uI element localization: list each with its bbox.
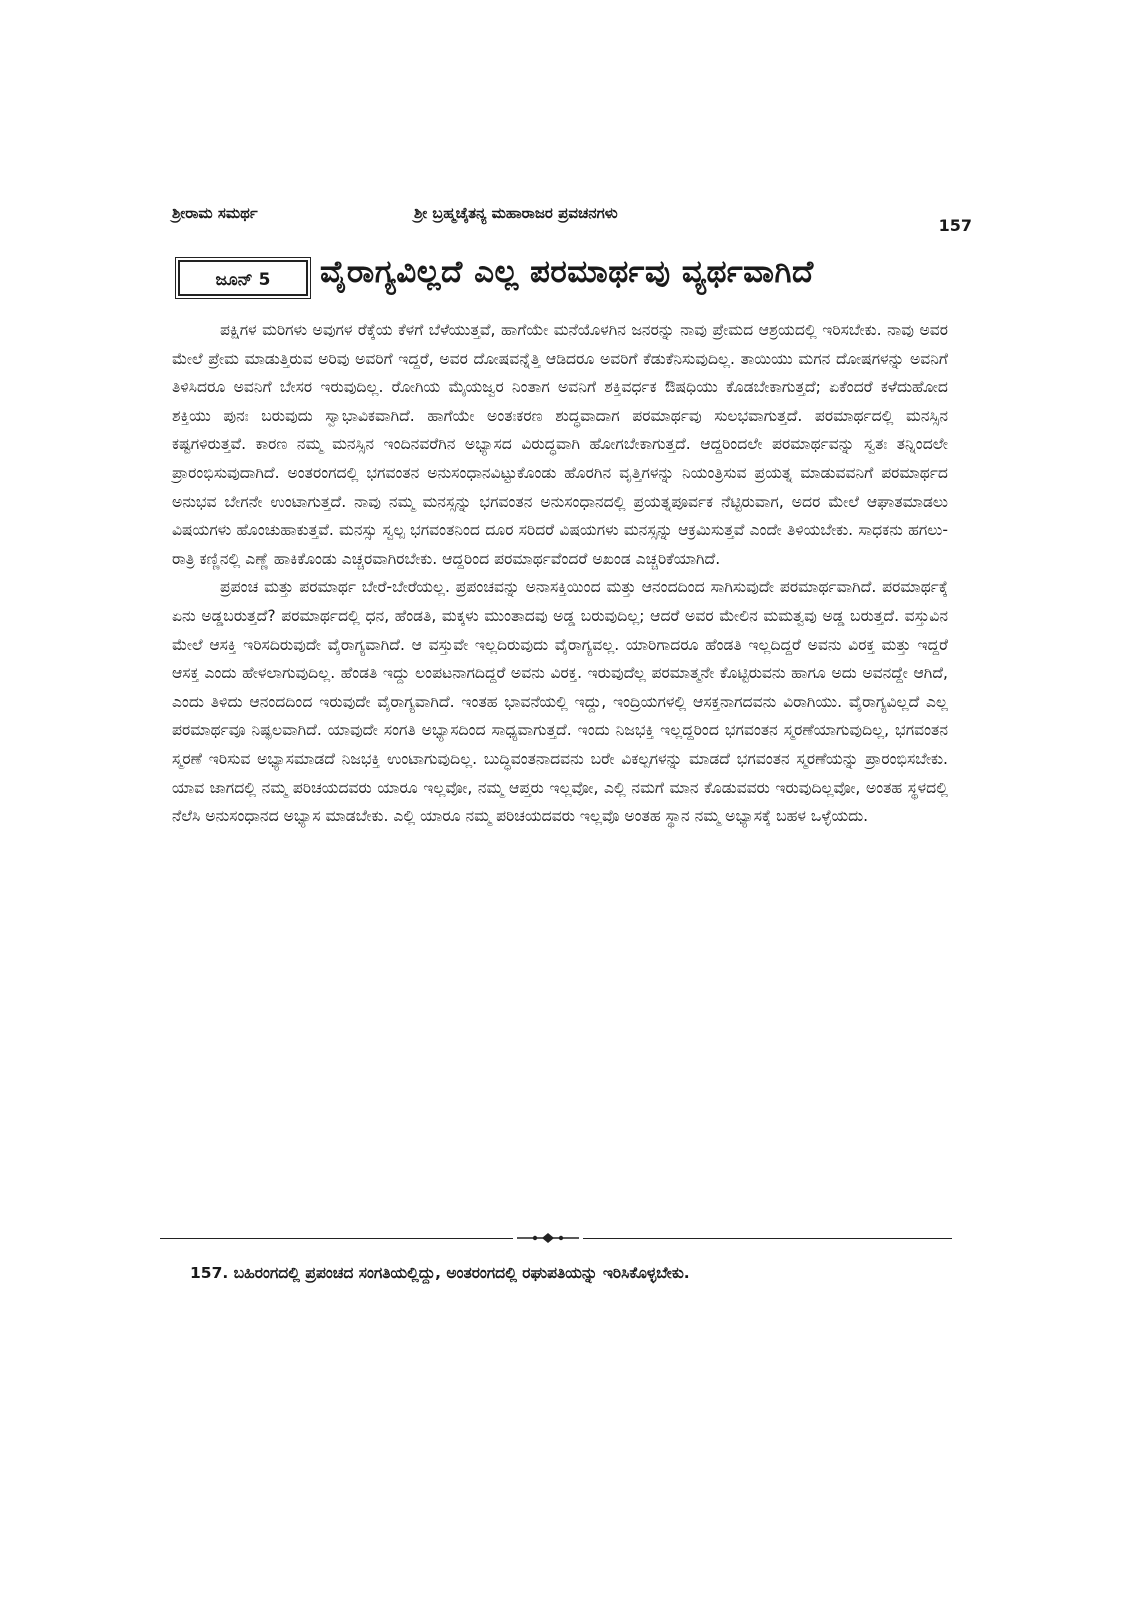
page-number: 157 <box>938 216 972 235</box>
paragraph: ಪ್ರಪಂಚ ಮತ್ತು ಪರಮಾರ್ಥ ಬೇರೆ-ಬೇರೆಯಲ್ಲ. ಪ್ರಪಂಚವನ್ನು ಅನಾಸಕ್ತಿಯಿಂದ ಮತ್ತು ಆನಂದದಿಂದ ಸಾಗಿಸುವುದೇ ಪರಮಾರ್ಥವಾಗಿದೆ. ಪರಮಾರ್ಥಕ್ಕೆ ಏನು ಅಡ್ಡಬರುತ್ತದೆ? ಪರಮಾರ್ಥದಲ್ಲಿ ಧನ, ಹೆಂಡತಿ, ಮಕ್ಕಳು ಮುಂತಾದವು ಅಡ್ಡ ಬರುವುದಿಲ್ಲ; ಆದರೆ ಅವರ ಮೇಲಿನ ಮಮತ್ವವು ಅಡ್ಡ ಬರುತ್ತದೆ. ವಸ್ತುವಿನ ಮೇಲೆ ಆಸಕ್ತಿ ಇರಿಸದಿರುವುದೇ ವೈರಾಗ್ಯವಾಗಿದೆ. ಆ ವಸ್ತುವೇ ಇಲ್ಲದಿರುವುದು ವೈರಾಗ್ಯವಲ್ಲ. ಯಾರಿಗಾದರೂ ಹೆಂಡತಿ ಇಲ್ಲದಿದ್ದರೆ ಅವನು ವಿರಕ್ತ ಮತ್ತು ಇದ್ದರೆ ಆಸಕ್ತ ಎಂದು ಹೇಳಲಾಗುವುದಿಲ್ಲ. ಹೆಂಡತಿ ಇದ್ದು ಲಂಪಟನಾಗದಿದ್ದರೆ ಅವನು ವಿರಕ್ತ. ಇರುವುದೆಲ್ಲ ಪರಮಾತ್ಮನೇ ಕೊಟ್ಟಿರುವನು ಹಾಗೂ ಅದು ಅವನದ್ದೇ ಆಗಿದೆ, ಎಂದು ತಿಳಿದು ಆನಂದದಿಂದ ಇರುವುದೇ ವೈರಾಗ್ಯವಾಗಿದೆ. ಇಂತಹ ಭಾವನೆಯಲ್ಲಿ ಇದ್ದು, ಇಂದ್ರಿಯಗಳಲ್ಲಿ ಆಸಕ್ತನಾಗದವನು ವಿರಾಗಿಯು. ವೈರಾಗ್ಯವಿಲ್ಲದೆ ಎಲ್ಲ ಪರಮಾರ್ಥವೂ ನಿಷ್ಫಲವಾಗಿದೆ. ಯಾವುದೇ ಸಂಗತಿ ಅಭ್ಯಾಸದಿಂದ ಸಾಧ್ಯವಾಗುತ್ತದೆ. ಇಂದು ನಿಜಭಕ್ತಿ ಇಲ್ಲದ್ದರಿಂದ ಭಗವಂತನ ಸ್ಮರಣೆಯಾಗುವುದಿಲ್ಲ, ಭಗವಂತನ ಸ್ಮರಣೆ ಇರಿಸುವ ಅಭ್ಯಾಸಮಾಡದೆ ನಿಜಭಕ್ತಿ ಉಂಟಾಗುವುದಿಲ್ಲ. ಬುದ್ಧಿವಂತನಾದವನು ಬರೇ ವಿಕಲ್ಪಗಳನ್ನು ಮಾಡದೆ ಭಗವಂತನ ಸ್ಮರಣೆಯನ್ನು ಪ್ರಾರಂಭಿಸಬೇಕು. ಯಾವ ಜಾಗದಲ್ಲಿ ನಮ್ಮ ಪರಿಚಯದವರು ಯಾರೂ ಇಲ್ಲವೋ, ನಮ್ಮ ಆಪ್ತರು ಇಲ್ಲವೋ, ಎಲ್ಲಿ ನಮಗೆ ಮಾನ ಕೊಡುವವರು ಇರುವುದಿಲ್ಲವೋ, ಅಂತಹ ಸ್ಥಳದಲ್ಲಿ ನೆಲೆಸಿ ಅನುಸಂಧಾನದ ಅಭ್ಯಾಸ ಮಾಡಬೇಕು. ಎಲ್ಲಿ ಯಾರೂ ನಮ್ಮ ಪರಿಚಯದವರು ಇಲ್ಲವೊ ಅಂತಹ ಸ್ಥಾನ ನಮ್ಮ ಅಭ್ಯಾಸಕ್ಕೆ ಬಹಳ ಒಳ್ಳೆಯದು. <box>172 578 948 826</box>
divider-ornament-icon <box>513 1228 583 1248</box>
chapter-title: ವೈರಾಗ್ಯವಿಲ್ಲದೆ ಎಲ್ಲ ಪರಮಾರ್ಥವು ವ್ಯರ್ಥವಾಗಿದೆ <box>320 254 814 290</box>
date-box: ಜೂನ್ 5 <box>178 260 308 296</box>
running-header <box>172 204 972 235</box>
body-text <box>172 316 948 831</box>
footnote: 157. ಬಹಿರಂಗದಲ್ಲಿ ಪ್ರಪಂಚದ ಸಂಗತಿಯಲ್ಲಿದ್ದು, ಅಂತರಂಗದಲ್ಲಿ ರಘುಪತಿಯನ್ನು ಇರಿಸಿಕೊಳ್ಳಬೇಕು. <box>190 1264 690 1282</box>
paragraph: ಪಕ್ಷಿಗಳ ಮರಿಗಳು ಅವುಗಳ ರೆಕ್ಕೆಯ ಕೆಳಗೆ ಬೆಳೆಯುತ್ತವೆ, ಹಾಗೆಯೇ ಮನೆಯೊಳಗಿನ ಜನರನ್ನು ನಾವು ಪ್ರೇಮದ ಆಶ್ರಯದಲ್ಲಿ ಇರಿಸಬೇಕು. ನಾವು ಅವರ ಮೇಲೆ ಪ್ರೇಮ ಮಾಡುತ್ತಿರುವ ಅರಿವು ಅವರಿಗೆ ಇದ್ದರೆ, ಅವರ ದೋಷವನ್ನೆತ್ತಿ ಆಡಿದರೂ ಅವರಿಗೆ ಕೆಡುಕೆನಿಸುವುದಿಲ್ಲ. ತಾಯಿಯು ಮಗನ ದೋಷಗಳನ್ನು ಅವನಿಗೆ ತಿಳಿಸಿದರೂ ಅವನಿಗೆ ಬೇಸರ ಇರುವುದಿಲ್ಲ. ರೋಗಿಯ ಮೈಯಜ್ವರ ನಿಂತಾಗ ಅವನಿಗೆ ಶಕ್ತಿವರ್ಧಕ ಔಷಧಿಯು ಕೊಡಬೇಕಾಗುತ್ತದೆ; ಏಕೆಂದರೆ ಕಳೆದುಹೋದ ಶಕ್ತಿಯು ಪುನಃ ಬರುವುದು ಸ್ವಾಭಾವಿಕವಾಗಿದೆ. ಹಾಗೆಯೇ ಅಂತಃಕರಣ ಶುದ್ಧವಾದಾಗ ಪರಮಾರ್ಥವು ಸುಲಭವಾಗುತ್ತದೆ. ಪರಮಾರ್ಥದಲ್ಲಿ ಮನಸ್ಸಿನ ಕಷ್ಟಗಳಿರುತ್ತವೆ. ಕಾರಣ ನಮ್ಮ ಮನಸ್ಸಿನ ಇಂದಿನವರೆಗಿನ ಅಭ್ಯಾಸದ ವಿರುದ್ಧವಾಗಿ ಹೋಗಬೇಕಾಗುತ್ತದೆ. ಆದ್ದರಿಂದಲೇ ಪರಮಾರ್ಥವನ್ನು ಸ್ವತಃ ತನ್ನಿಂದಲೇ ಪ್ರಾರಂಭಿಸುವುದಾಗಿದೆ. ಅಂತರಂಗದಲ್ಲಿ ಭಗವಂತನ ಅನುಸಂಧಾನವಿಟ್ಟುಕೊಂಡು ಹೊರಗಿನ ವೃತ್ತಿಗಳನ್ನು ನಿಯಂತ್ರಿಸುವ ಪ್ರಯತ್ನ ಮಾಡುವವನಿಗೆ ಪರಮಾರ್ಥದ ಅನುಭವ ಬೇಗನೇ ಉಂಟಾಗುತ್ತದೆ. ನಾವು ನಮ್ಮ ಮನಸ್ಸನ್ನು ಭಗವಂತನ ಅನುಸಂಧಾನದಲ್ಲಿ ಪ್ರಯತ್ನಪೂರ್ವಕ ನೆಟ್ಟಿರುವಾಗ, ಅದರ ಮೇಲೆ ಆಘಾತಮಾಡಲು ವಿಷಯಗಳು ಹೊಂಚುಹಾಕುತ್ತವೆ. ಮನಸ್ಸು ಸ್ವಲ್ಪ ಭಗವಂತನಿಂದ ದೂರ ಸರಿದರೆ ವಿಷಯಗಳು ಮನಸ್ಸನ್ನು ಆಕ್ರಮಿಸುತ್ತವೆ ಎಂದೇ ತಿಳಿಯಬೇಕು. ಸಾಧಕನು ಹಗಲು-ರಾತ್ರಿ ಕಣ್ಣಿನಲ್ಲಿ ಎಣ್ಣೆ ಹಾಕಿಕೊಂಡು ಎಚ್ಚರವಾಗಿರಬೇಕು. ಆದ್ದರಿಂದ ಪರಮಾರ್ಥವೆಂದರೆ ಅಖಂಡ ಎಚ್ಚರಿಕೆಯಾಗಿದೆ. <box>172 321 948 568</box>
header-book-title: ಶ್ರೀ ಬ್ರಹ್ಮಚೈತನ್ಯ ಮಹಾರಾಜರ ಪ್ರವಚನಗಳು <box>414 204 618 222</box>
chapter-heading <box>178 254 978 310</box>
header-left-text: ಶ್ರೀರಾಮ ಸಮರ್ಥ <box>172 204 258 222</box>
